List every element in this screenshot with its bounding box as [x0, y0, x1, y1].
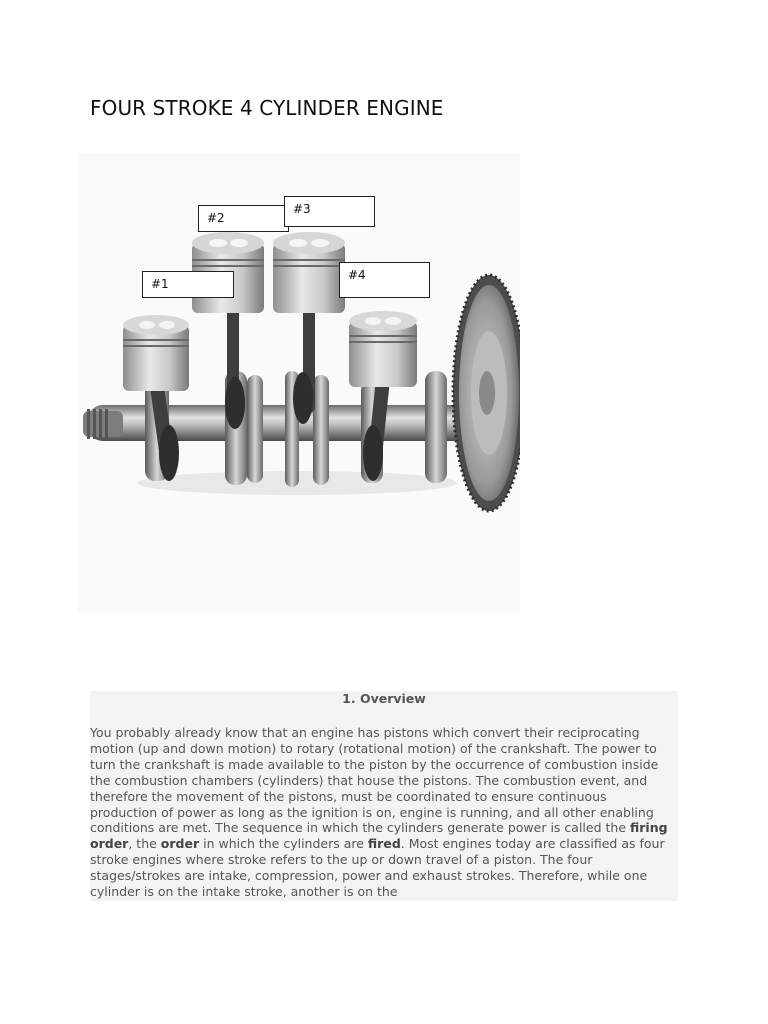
overview-text-4: . Most engines today are classified as four stroke engines where stroke refers to the up or down travel of a piston. The four stages/strokes are intake, compression, power and exhaust strokes. Therefore, while one cylinder is on the intake stroke, another is on the	[90, 836, 665, 900]
page-title: FOUR STROKE 4 CYLINDER ENGINE	[90, 96, 444, 120]
overview-section	[90, 691, 678, 901]
overview-text-3: in which the cylinders are	[199, 836, 368, 852]
engine-figure	[77, 153, 520, 614]
term-order: order	[160, 836, 200, 852]
callout-cylinder-1: #1	[142, 271, 234, 298]
overview-text-2: , the	[128, 836, 161, 852]
callout-cylinder-2: #2	[198, 205, 289, 232]
overview-heading: 1. Overview	[342, 691, 426, 706]
overview-paragraph	[90, 725, 678, 900]
term-fired: fired	[367, 836, 401, 852]
overview-text-1: You probably already know that an engine has pistons which convert their reciprocating motion (up and down motion) to rotary (rotational motion) of the crankshaft. The power to turn the crankshaft is made available to the piston by the occurrence of combustion inside the combustion chambers (cylinders) that house the pistons. The combustion event, and therefore the movement of the pistons, must be coordinated to ensure continuous production of power as long as the ignition is on, engine is running, and all other enabling conditions are met. The sequence in which the cylinders generate power is called the	[90, 725, 659, 836]
callout-cylinder-3: #3	[284, 196, 375, 227]
term-firing-order: firing order	[90, 820, 668, 852]
callout-cylinder-4: #4	[339, 262, 430, 298]
